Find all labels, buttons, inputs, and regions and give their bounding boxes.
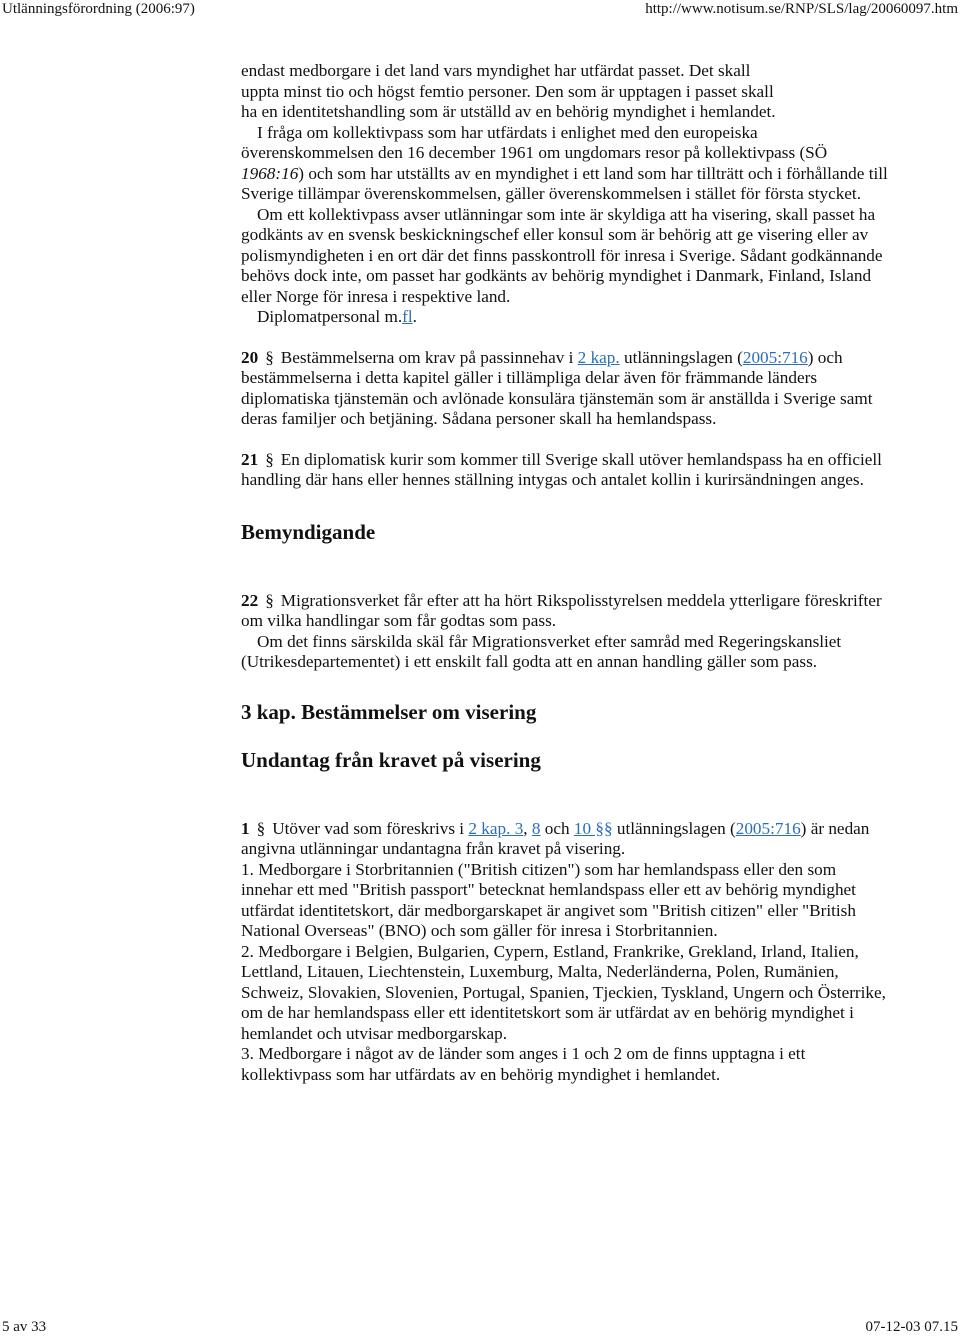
- paragraph-sign-icon: §: [256, 818, 266, 838]
- document-body: [241, 61, 891, 1085]
- source-url: http://www.notisum.se/RNP/SLS/lag/20060097.htm: [645, 1, 958, 17]
- list-item: 1. Medborgare i Storbritannien ("British citizen") som har hemlandspass eller den som innehar ett med "British passport" betecknat hemlandspass eller ett av behörig myndighet utfärdat identitetskort, där medborgarskapet är angivet som "British citizen" eller "British National Overseas" (BNO) och som gäller för inresa i Storbritannien.: [241, 859, 856, 940]
- page-footer: [0, 1318, 960, 1338]
- paragraph-passport-line3: ha en identitetshandling som är utställd av en behörig myndighet i hemlandet.: [241, 102, 776, 121]
- link-2005-716[interactable]: 2005:716: [735, 818, 801, 838]
- treaty-reference: 1968:16: [241, 163, 299, 183]
- section-22: 22 § Migrationsverket får efter att ha hört Rikspolisstyrelsen meddela ytterligare föreskrifter om vilka handlingar som får godtas som pass.: [241, 590, 882, 630]
- page-header: [0, 0, 960, 20]
- paragraph-passport-line2: uppta minst tio och högst femtio personer. Den som är upptagen i passet skall: [241, 81, 774, 101]
- section-22-paragraph-2: Om det finns särskilda skäl får Migrationsverket efter samråd med Regeringskansliet (Utrikesdepartementet) i ett enskilt fall godta att en annan handling gäller som pass.: [241, 631, 842, 671]
- paragraph-sign-icon: §: [265, 347, 274, 367]
- section-21: 21 § En diplomatisk kurir som kommer till Sverige skall utöver hemlandspass ha en officiell handling där hans eller hennes ställning intygas och antalet kollin i kurirsändningen anges.: [241, 449, 882, 489]
- link-2-kap-3[interactable]: 2 kap. 3: [468, 818, 524, 838]
- paragraph-collective-pass: I fråga om kollektivpass som har utfärdats i enlighet med den europeiska överenskommelsen den 16 december 1961 om ungdomars resor på kollektivpass (SÖ 1968:16) och som har utställts av en myndighet i ett land som har tillträtt och i förhållande till Sverige tillämpar överenskommelsen, gäller överenskommelsen i stället för första stycket.: [241, 122, 888, 203]
- section-number: 20: [241, 347, 259, 367]
- paragraph-visa-approval: Om ett kollektivpass avser utlänningar som inte är skyldiga att ha visering, skall passet ha godkänts av en svensk beskickningschef eller konsul som är behörig att ge visering eller av polismyndigheten i en ort där det finns passkontroll för inresa i Sverige. Sådant godkännande behövs dock inte, om passet har godkänts av behörig myndighet i Danmark, Finland, Island eller Norge för inresa i respektive land.: [241, 204, 883, 306]
- document-title: Utlänningsförordning (2006:97): [2, 1, 195, 17]
- heading-visa-exemption: Undantag från kravet på visering: [241, 747, 541, 772]
- section-number: 21: [241, 449, 259, 469]
- print-timestamp: 07-12-03 07.15: [865, 1319, 958, 1335]
- link-10-paragraphs[interactable]: 10 §§: [573, 818, 613, 838]
- paragraph-sign-icon: §: [265, 449, 274, 469]
- subheading-diplomatic-staff: Diplomatpersonal m.fl.: [257, 307, 417, 326]
- link-2005-716[interactable]: 2005:716: [742, 347, 808, 367]
- section-number: 1: [241, 818, 250, 838]
- heading-chapter-3: 3 kap. Bestämmelser om visering: [241, 699, 537, 724]
- paragraph-passport-line1: endast medborgare i det land vars myndighet har utfärdat passet. Det skall: [241, 61, 751, 80]
- link-fl[interactable]: fl: [402, 307, 413, 326]
- page-number: 5 av 33: [2, 1319, 47, 1335]
- link-8[interactable]: 8: [531, 818, 541, 838]
- heading-bemyndigande: Bemyndigande: [241, 519, 376, 544]
- section-20: 20 § Bestämmelserna om krav på passinnehav i 2 kap. utlänningslagen (2005:716) och bestämmelserna i detta kapitel gäller i tillämpliga delar även för främmande länders diplomatiska tjänstemän och avlönade konsulära tjänstemän som är anställda i Sverige samt deras familjer och betjäning. Sådana personer skall ha hemlandspass.: [241, 347, 873, 428]
- list-item: 2. Medborgare i Belgien, Bulgarien, Cypern, Estland, Frankrike, Grekland, Irland, Italien, Lettland, Litauen, Liechtenstein, Luxemburg, Malta, Nederländerna, Polen, Rumänien, Schweiz, Slovakien, Slovenien, Portugal, Spanien, Tjeckien, Tyskland, Ungern och Österrike, om de har hemlandspass eller ett identitetskort som är utfärdat av en behörig myndighet i hemlandet och utvisar medborgarskap.: [241, 941, 886, 1043]
- paragraph-sign-icon: §: [265, 590, 274, 610]
- link-2-kap[interactable]: 2 kap.: [577, 347, 620, 367]
- section-1: 1 § Utöver vad som föreskrivs i 2 kap. 3, 8 och 10 §§ utlänningslagen (2005:716) är nedan angivna utlänningar undantagna från kravet på visering.: [241, 818, 870, 858]
- section-number: 22: [241, 590, 259, 610]
- list-item: 3. Medborgare i något av de länder som anges i 1 och 2 om de finns upptagna i ett kollektivpass som har utfärdats av en behörig myndighet i hemlandet.: [241, 1044, 806, 1084]
